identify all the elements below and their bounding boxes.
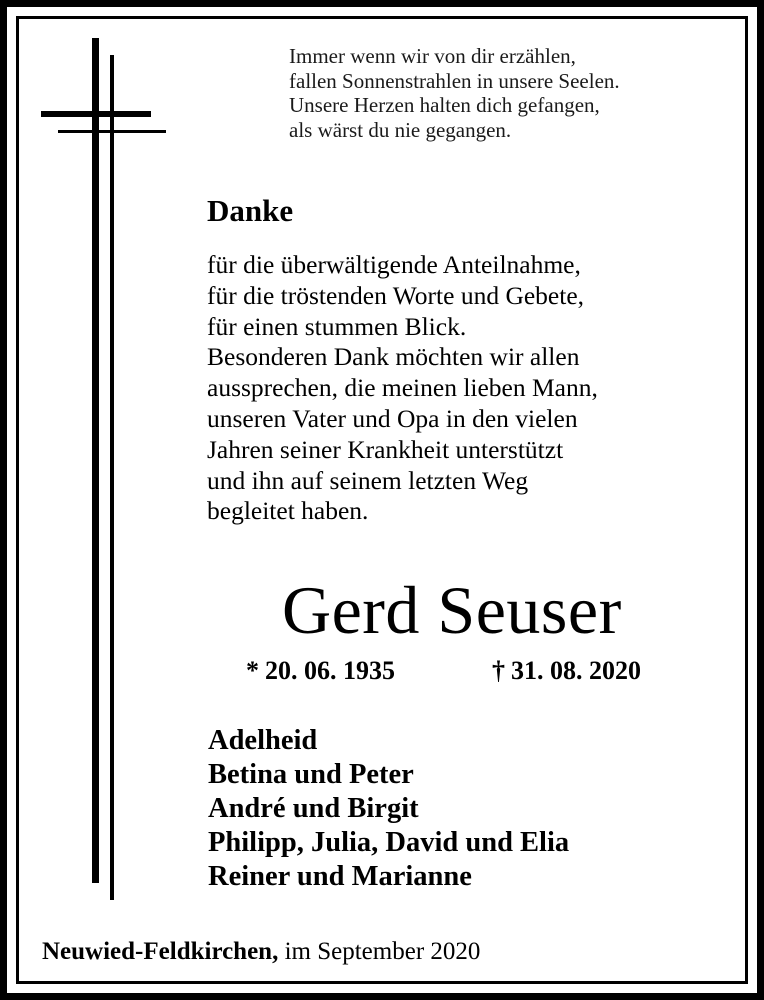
family-line: Philipp, Julia, David und Elia bbox=[208, 827, 570, 858]
place-and-date bbox=[42, 937, 480, 967]
death-dagger-icon: † bbox=[492, 656, 505, 685]
deceased-name: Gerd Seuser bbox=[282, 572, 622, 648]
notice-date: im September 2020 bbox=[278, 938, 481, 965]
family-line: André und Birgit bbox=[208, 793, 419, 824]
thanks-line: für einen stummen Blick. bbox=[207, 311, 467, 341]
death-date-value: 31. 08. 2020 bbox=[511, 656, 641, 685]
poem-line: als wärst du nie gegangen. bbox=[289, 117, 512, 142]
family-line: Betina und Peter bbox=[208, 759, 414, 790]
thanks-text bbox=[207, 250, 598, 527]
death-date bbox=[492, 655, 641, 687]
thanks-line: begleitet haben. bbox=[207, 496, 369, 526]
poem bbox=[289, 44, 620, 142]
thanks-line: und ihn auf seinem letzten Weg bbox=[207, 465, 529, 495]
thanks-line: für die tröstenden Worte und Gebete, bbox=[207, 280, 585, 310]
poem-line: fallen Sonnenstrahlen in unsere Seelen. bbox=[289, 68, 620, 93]
cross-horizontal-thin bbox=[58, 130, 166, 133]
cross-vertical-thin bbox=[110, 55, 114, 900]
thanks-line: Jahren seiner Krankheit unterstützt bbox=[207, 434, 564, 464]
poem-line: Immer wenn wir von dir erzählen, bbox=[289, 44, 576, 68]
thanks-heading: Danke bbox=[207, 193, 294, 228]
cross-vertical-thick bbox=[92, 38, 99, 883]
family-signatures bbox=[208, 724, 569, 894]
cross-horizontal-thick bbox=[41, 111, 151, 117]
birth-star-icon: * bbox=[246, 656, 259, 685]
thanks-line: aussprechen, die meinen lieben Mann, bbox=[207, 373, 598, 403]
family-line: Reiner und Marianne bbox=[208, 861, 472, 892]
family-line: Adelheid bbox=[208, 725, 318, 756]
place-name: Neuwied-Feldkirchen, bbox=[42, 938, 279, 965]
poem-line: Unsere Herzen halten dich gefangen, bbox=[289, 93, 600, 117]
birth-date-value: 20. 06. 1935 bbox=[265, 656, 395, 685]
thanks-line: unseren Vater und Opa in den vielen bbox=[207, 403, 578, 433]
thanks-line: für die überwältigende Anteilnahme, bbox=[207, 250, 581, 279]
birth-date bbox=[246, 655, 395, 687]
thanks-line: Besonderen Dank möchten wir allen bbox=[207, 342, 580, 372]
